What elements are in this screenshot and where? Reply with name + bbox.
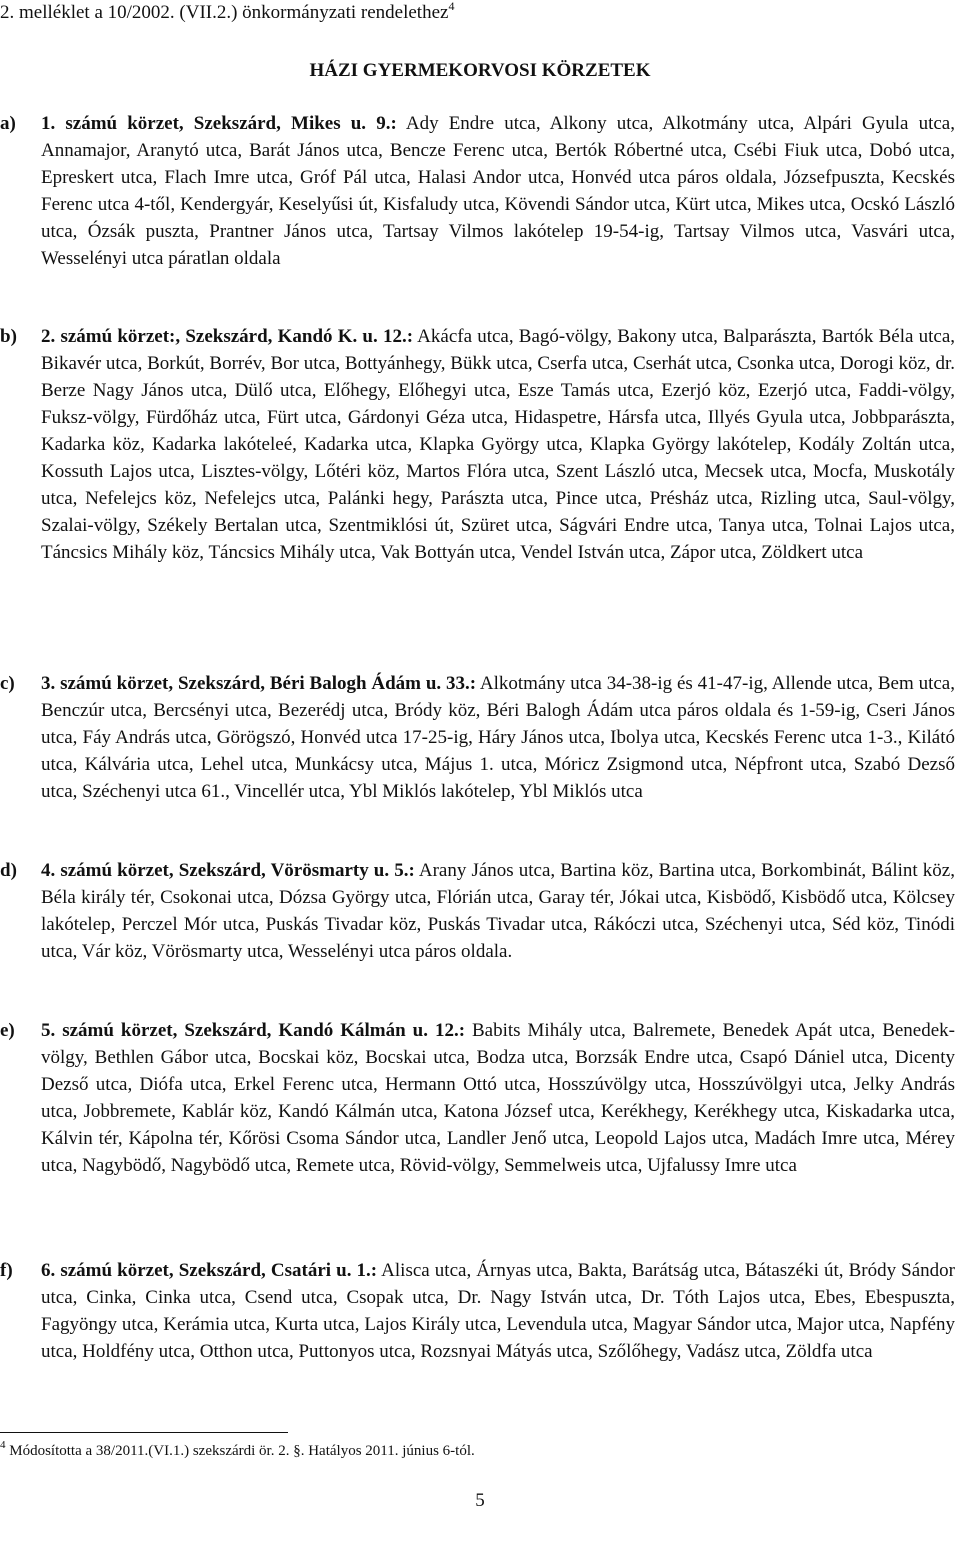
entry-marker: e) bbox=[0, 1020, 15, 1041]
entry-body bbox=[41, 1017, 955, 1179]
district-entry-3 bbox=[0, 670, 960, 805]
district-entry-2 bbox=[0, 323, 960, 566]
entry-marker: f) bbox=[0, 1260, 13, 1281]
annex-header-text: 2. melléklet a 10/2002. (VII.2.) önkormányzati rendelethez bbox=[0, 2, 449, 23]
entry-body bbox=[41, 323, 955, 566]
entry-marker: b) bbox=[0, 326, 17, 347]
district-heading: 4. számú körzet, Szekszárd, Vörösmarty u. 5.: bbox=[41, 860, 415, 881]
footnote-reference[interactable]: 4 bbox=[448, 0, 455, 13]
annex-header bbox=[0, 2, 454, 24]
district-heading: 3. számú körzet, Szekszárd, Béri Balogh Ádám u. 33.: bbox=[41, 673, 477, 694]
district-heading: 6. számú körzet, Szekszárd, Csatári u. 1.: bbox=[41, 1260, 378, 1281]
page-number: 5 bbox=[475, 1490, 485, 1511]
entry-body bbox=[41, 857, 955, 965]
district-entry-4 bbox=[0, 857, 960, 965]
entry-marker: c) bbox=[0, 673, 15, 694]
footnote bbox=[0, 1439, 475, 1460]
street-list: Ady Endre utca, Alkony utca, Alkotmány utca, Alpári Gyula utca, Annamajor, Aranytó utca, Barát János utca, Bencze Ferenc utca, Bertók Róbertné utca, Csébi Fiuk utca, Dobó utca, Epreskert utca, Flach Imre utca, Gróf Pál utca, Halasi Andor utca, Honvéd utca páros oldala, Józsefpuszta, Kecskés Ferenc utca 4-től, Kendergyár, Keselyűsi út, Kisfaludy utca, Kövendi Sándor utca, Kürt utca, Mikes utca, Ocskó László utca, Ózsák puszta, Prantner János utca, Tartsay Vilmos lakótelep 19-54-ig, Tartsay Vilmos utca, Vasvári utca, Wesselényi utca páratlan oldala bbox=[41, 113, 955, 269]
street-list: Alisca utca, Árnyas utca, Bakta, Barátság utca, Bátaszéki út, Bródy Sándor utca, Cinka, Cinka utca, Csend utca, Csopak utca, Dr. Nagy István utca, Dr. Tóth Lajos utca, Ebes, Ebespuszta, Fagyöngy utca, Kerámia utca, Kurta utca, Lajos Király utca, Levendula utca, Magyar Sándor utca, Major utca, Napfény utca, Holdfény utca, Otthon utca, Puttonyos utca, Rozsnyai Mátyás utca, Szőlőhegy, Vadász utca, Zöldfa utca bbox=[41, 1260, 955, 1362]
street-list: Arany János utca, Bartina köz, Bartina utca, Borkombinát, Bálint köz, Béla király tér, Csokonai utca, Dózsa György utca, Flórián utca, Garay tér, Jókai utca, Kisbödő, Kisbödő utca, Kölcsey lakótelep, Perczel Mór utca, Puskás Tivadar köz, Puskás Tivadar utca, Rákóczi utca, Széchenyi utca, Séd köz, Tinódi utca, Vár köz, Vörösmarty utca, Wesselényi utca páros oldala. bbox=[41, 860, 955, 962]
entry-marker: a) bbox=[0, 113, 16, 134]
entry-body bbox=[41, 670, 955, 805]
entry-body bbox=[41, 1257, 955, 1365]
street-list: Babits Mihály utca, Balremete, Benedek Apát utca, Benedek-völgy, Bethlen Gábor utca, Bocskai köz, Bocskai utca, Bodza utca, Borzsák Endre utca, Csapó Dániel utca, Dicenty Dezső utca, Diófa utca, Erkel Ferenc utca, Hermann Ottó utca, Hosszúvölgy utca, Hosszúvölgyi utca, Jelky András utca, Jobbremete, Kablár köz, Kandó Kálmán utca, Katona József utca, Kerékhegy, Kerékhegy utca, Kiskadarka utca, Kálvin tér, Kápolna tér, Kőrösi Csoma Sándor utca, Landler Jenő utca, Leopold Lajos utca, Madách Imre utca, Mérey utca, Nagybödő, Nagybödő utca, Remete utca, Rövid-völgy, Semmelweis utca, Ujfalussy Imre utca bbox=[41, 1020, 955, 1176]
street-list: Akácfa utca, Bagó-völgy, Bakony utca, Balparászta, Bartók Béla utca, Bikavér utca, Borkút, Borrév, Bor utca, Bottyánhegy, Bükk utca, Cserfa utca, Cserhát utca, Csonka utca, Dorogi köz, dr. Berze Nagy János utca, Dülő utca, Előhegy, Előhegyi utca, Esze Tamás utca, Ezerjó köz, Ezerjó utca, Faddi-völgy, Fuksz-völgy, Fürdőház utca, Fürt utca, Gárdonyi Géza utca, Hidaspetre, Hársfa utca, Illyés Gyula utca, Jobbparászta, Kadarka köz, Kadarka lakóteleé, Kadarka utca, Klapka György utca, Klapka György lakótelep, Kodály Zoltán utca, Kossuth Lajos utca, Lisztes-völgy, Lőtéri köz, Martos Flóra utca, Szent László utca, Mecsek utca, Mocfa, Muskotály utca, Nefelejcs köz, Nefelejcs utca, Palánki hegy, Parászta utca, Pince utca, Présház utca, Rizling utca, Saul-völgy, Szalai-völgy, Székely Bertalan utca, Szentmiklósi út, Szüret utca, Ságvári Endre utca, Tanya utca, Tolnai Lajos utca, Táncsics Mihály köz, Táncsics Mihály utca, Vak Bottyán utca, Vendel István utca, Zápor utca, Zöldkert utca bbox=[41, 326, 956, 563]
footnote-mark: 4 bbox=[0, 1439, 6, 1451]
entry-body bbox=[41, 110, 955, 272]
footnote-text: Módosította a 38/2011.(VI.1.) szekszárdi ör. 2. §. Hatályos 2011. június 6-tól. bbox=[5, 1443, 475, 1459]
footnote-divider bbox=[0, 1432, 288, 1433]
district-heading: 1. számú körzet, Szekszárd, Mikes u. 9.: bbox=[41, 113, 397, 134]
entry-marker: d) bbox=[0, 860, 17, 881]
document-title: HÁZI GYERMEKORVOSI KÖRZETEK bbox=[309, 60, 651, 81]
district-heading: 2. számú körzet:, Szekszárd, Kandó K. u. 12.: bbox=[41, 326, 414, 347]
district-entry-6 bbox=[0, 1257, 960, 1365]
district-entry-1 bbox=[0, 110, 960, 272]
district-entry-5 bbox=[0, 1017, 960, 1179]
district-heading: 5. számú körzet, Szekszárd, Kandó Kálmán u. 12.: bbox=[41, 1020, 466, 1041]
street-list: Alkotmány utca 34-38-ig és 41-47-ig, Allende utca, Bem utca, Benczúr utca, Bercsényi utca, Bezerédj utca, Bródy köz, Béri Balogh Ádám utca páros oldala és 1-59-ig, Cseri János utca, Fáy András utca, Görögszó, Honvéd utca 17-25-ig, Háry János utca, Ibolya utca, Kecskés Ferenc utca 1-3., Kilátó utca, Kálvária utca, Lehel utca, Munkácsy utca, Május 1. utca, Móricz Zsigmond utca, Népfront utca, Szabó Dezső utca, Széchenyi utca 61., Vincellér utca, Ybl Miklós lakótelep, Ybl Miklós utca bbox=[41, 673, 955, 802]
